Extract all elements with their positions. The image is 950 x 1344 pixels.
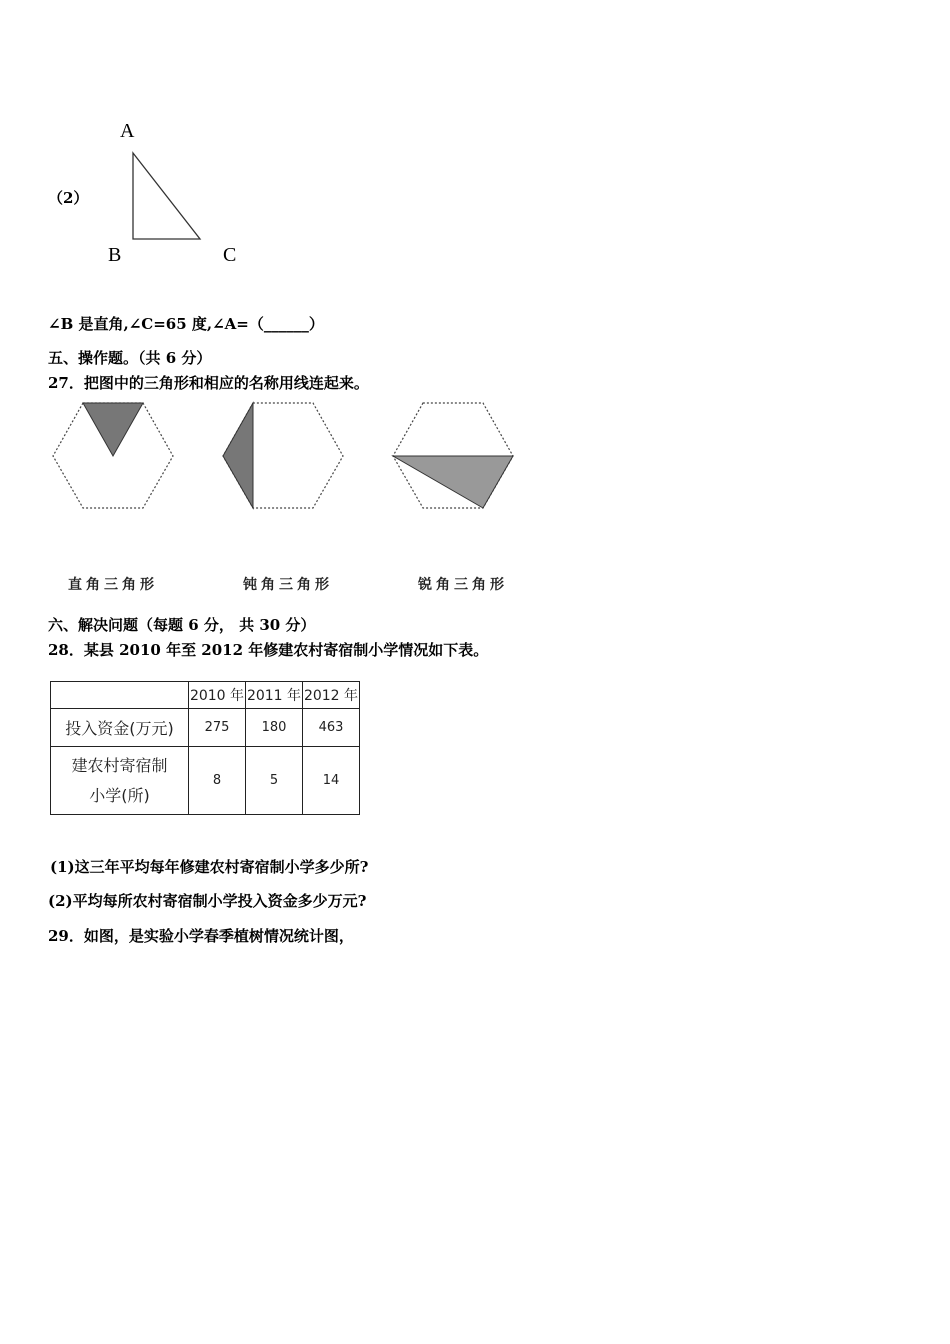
question-28-1: (1)这三年平均每年修建农村寄宿制小学多少所? xyxy=(50,858,369,876)
table-cell: 275 xyxy=(189,709,246,747)
shaded-triangle-2 xyxy=(223,403,253,508)
triangle-abc-shape xyxy=(133,153,200,239)
question-28: 28．某县 2010 年至 2012 年修建农村寄宿制小学情况如下表。 xyxy=(48,641,489,659)
vertex-b-label: B xyxy=(108,244,122,266)
table-cell: 8 xyxy=(189,747,246,815)
label-right-triangle: 直角三角形 xyxy=(68,577,158,593)
table-row xyxy=(51,747,360,815)
table-header-year: 2012 年 xyxy=(303,682,360,709)
table-cell: 14 xyxy=(303,747,360,815)
shaded-triangle-3 xyxy=(393,456,513,508)
row-label-line2: 小学(所) xyxy=(89,785,150,805)
row-label-schools xyxy=(51,747,189,815)
hexagon-3 xyxy=(393,403,513,508)
label-acute-triangle: 锐角三角形 xyxy=(418,577,508,593)
shaded-triangle-1 xyxy=(83,403,143,456)
hexagon-figures xyxy=(40,395,540,520)
row-label-line1: 建农村寄宿制 xyxy=(71,755,168,775)
construction-stats-table xyxy=(50,681,360,815)
vertex-a-label: A xyxy=(120,120,135,142)
table-cell: 5 xyxy=(246,747,303,815)
part-label: （2） xyxy=(48,189,89,207)
table-cell: 463 xyxy=(303,709,360,747)
angle-question: ∠B 是直角,∠C=65 度,∠A=（______） xyxy=(48,315,324,333)
row-label-investment: 投入资金(万元) xyxy=(51,709,189,747)
question-27: 27．把图中的三角形和相应的名称用线连起来。 xyxy=(48,374,369,392)
table-header-row xyxy=(51,682,360,709)
hexagon-2 xyxy=(223,403,343,508)
table-corner-cell xyxy=(51,682,189,709)
question-28-2: (2)平均每所农村寄宿制小学投入资金多少万元? xyxy=(48,892,367,910)
question-29: 29．如图，是实验小学春季植树情况统计图， xyxy=(48,927,354,945)
section5-heading: 五、操作题。（共 6 分） xyxy=(48,349,212,367)
table-header-year: 2011 年 xyxy=(246,682,303,709)
table-cell: 180 xyxy=(246,709,303,747)
label-obtuse-triangle: 钝角三角形 xyxy=(243,577,333,593)
vertex-c-label: C xyxy=(223,244,237,266)
hexagon-1 xyxy=(53,403,173,508)
table-row xyxy=(51,709,360,747)
table-header-year: 2010 年 xyxy=(189,682,246,709)
section6-heading: 六、解决问题（每题 6 分， 共 30 分） xyxy=(48,616,316,634)
